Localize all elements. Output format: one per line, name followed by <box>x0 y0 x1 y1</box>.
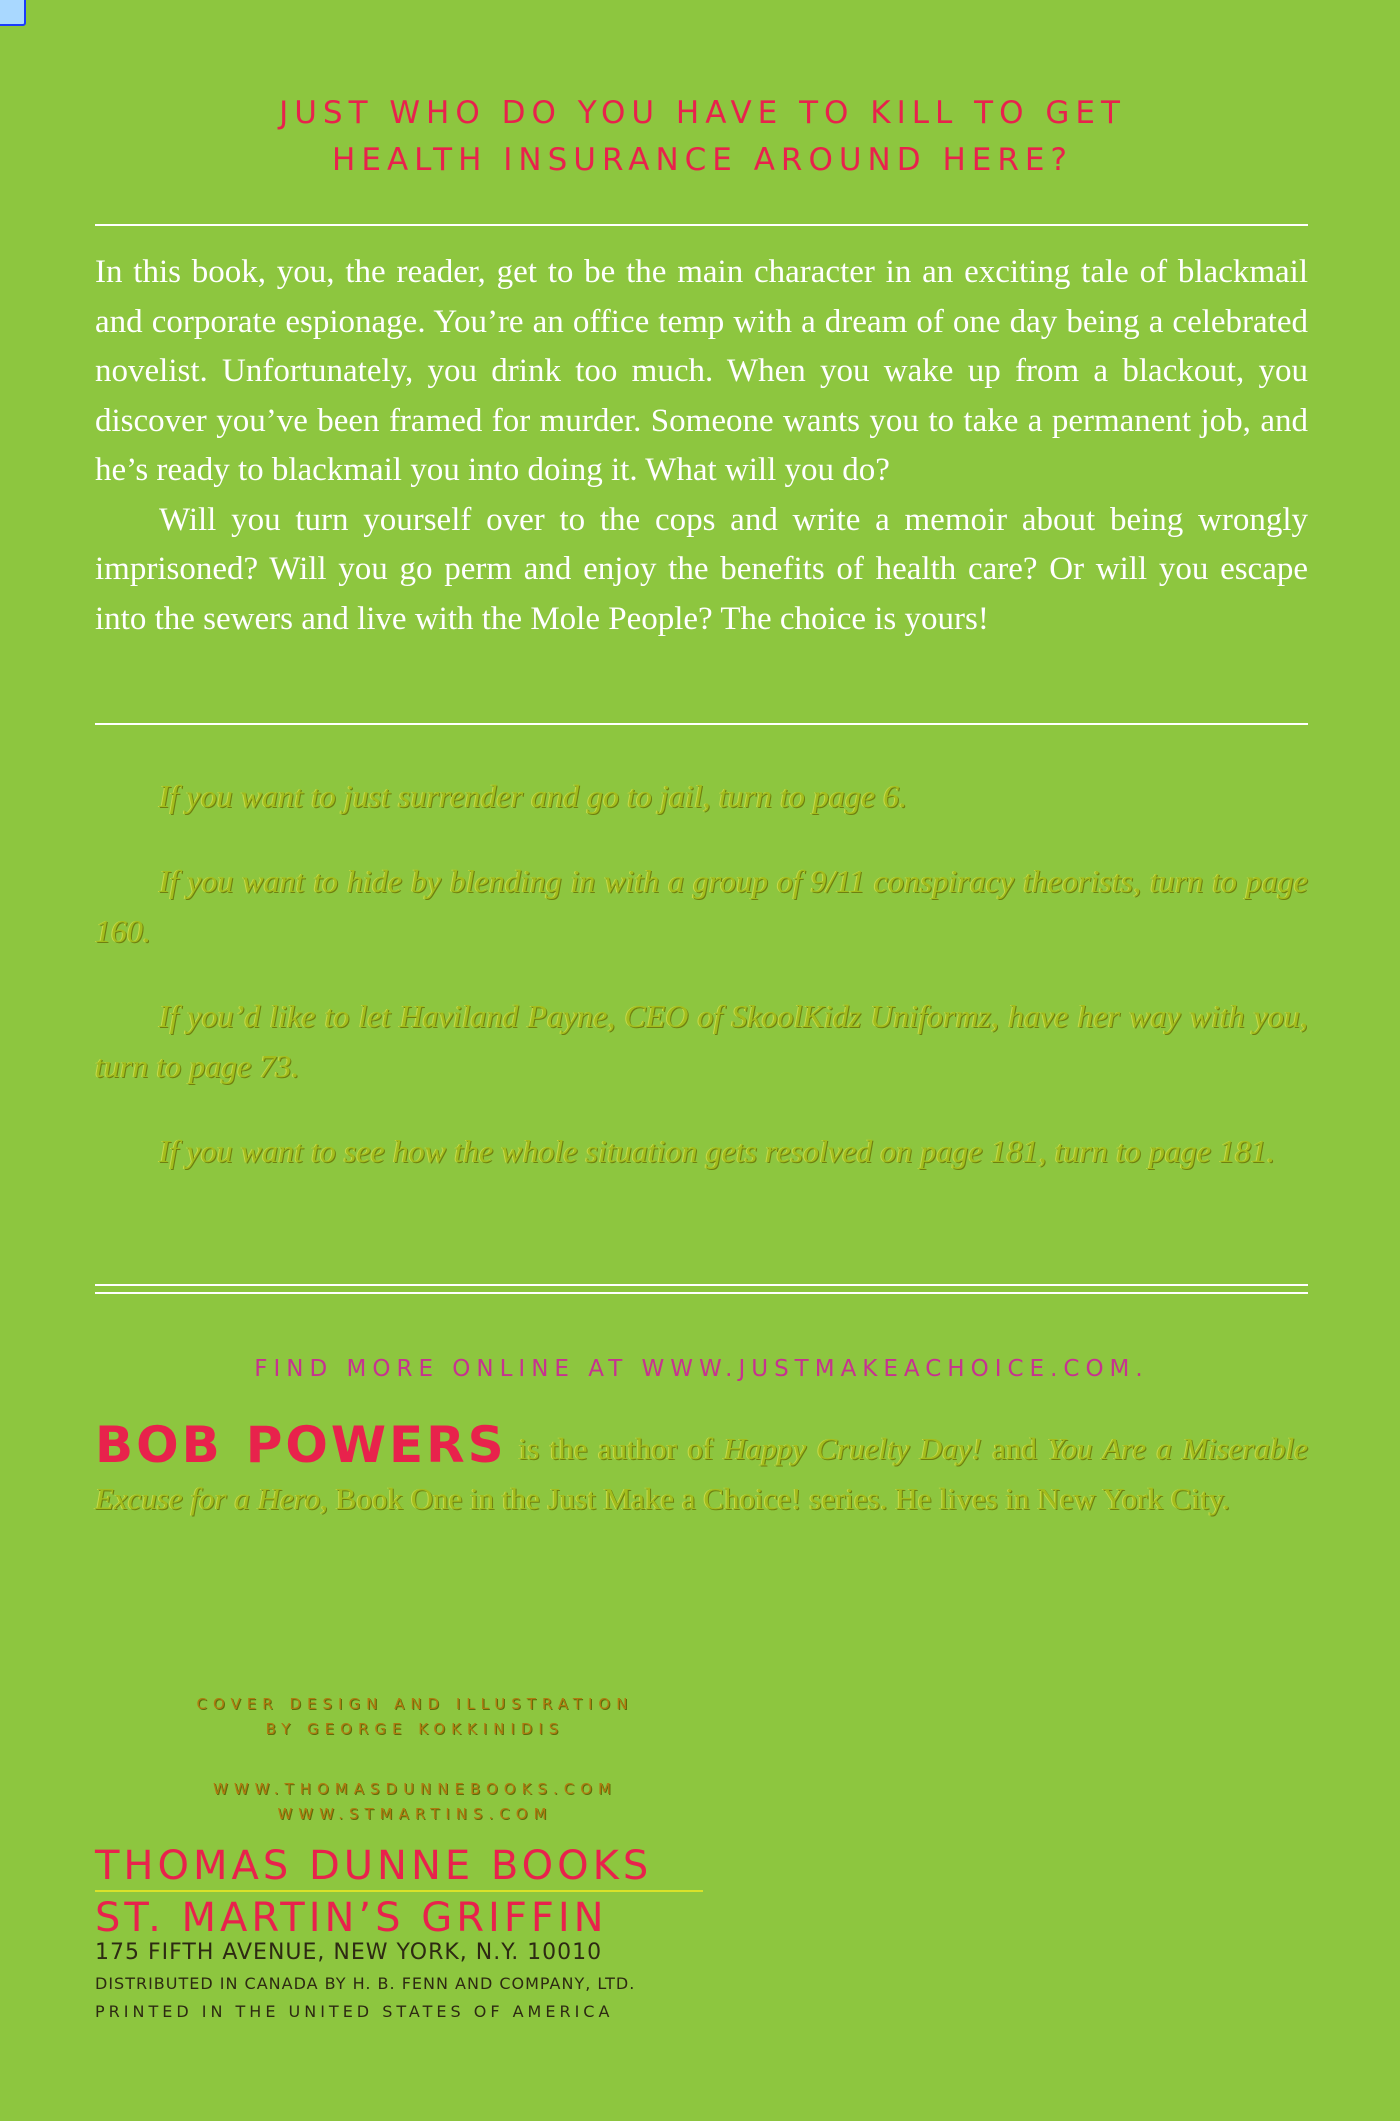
selection-handle-icon[interactable] <box>0 0 26 26</box>
web-credits <box>165 1777 665 1827</box>
choice-item: If you want to see how the whole situation gets resolved on page 181, turn to page 181. <box>159 1133 1276 1169</box>
choice-item: If you’d like to let Haviland Payne, CEO of SkoolKidz Uniformz, have her way with you, turn to page 73. <box>95 998 1308 1084</box>
divider-top <box>95 224 1308 226</box>
blurb-paragraph-2: Will you turn yourself over to the cops and write a memoir about being wrongly imprisoned? Will you go perm and enjoy the benefits of health care? Or will you escape into the sewers and live with the Mole People? The choice is yours! <box>95 501 1308 637</box>
headline-line-2: HEALTH INSURANCE AROUND HERE? <box>332 142 1073 178</box>
headline-line-1: JUST WHO DO YOU HAVE TO KILL TO GET <box>279 95 1126 131</box>
canada-distribution: DISTRIBUTED IN CANADA BY H. B. FENN AND COMPANY, LTD. <box>95 1974 636 1993</box>
bio-text-3: Book One in the Just Make a Choice! series. He lives in New York City. <box>328 1481 1231 1516</box>
web-link-stmartins: WWW.STMARTINS.COM <box>277 1805 553 1823</box>
imprint-thomas-dunne: THOMAS DUNNE BOOKS <box>95 1843 653 1889</box>
printed-in: PRINTED IN THE UNITED STATES OF AMERICA <box>95 2002 614 2021</box>
cover-credit <box>165 1692 665 1742</box>
headline <box>95 90 1310 184</box>
publisher-block <box>95 1843 705 1941</box>
publisher-address: 175 FIFTH AVENUE, NEW YORK, N.Y. 10010 <box>95 1940 603 1965</box>
divider-double-lower <box>95 1292 1308 1294</box>
imprint-separator <box>95 1890 703 1892</box>
bio-text-2: and <box>981 1431 1048 1466</box>
blurb-paragraph-1: In this book, you, the reader, get to be the main character in an exciting tale of blackmail and corporate espionage. You’re an office temp with a dream of one day being a celebrated novelist. Unfortunately, you drink too much. When you wake up from a blackout, you discover you’ve been framed for murder. Someone wants you to take a permanent job, and he’s ready to blackmail you into doing it. What will you do? <box>95 254 1308 488</box>
book-title-2: You Are a Miserable Excuse for a Hero, <box>95 1431 1308 1516</box>
author-bio <box>95 1416 1308 1524</box>
choices-list <box>95 771 1308 1211</box>
cover-credit-line-1: COVER DESIGN AND ILLUSTRATION <box>196 1695 634 1713</box>
choice-item: If you want to hide by blending in with a group of 9/11 conspiracy theorists, turn to page 160. <box>95 863 1308 949</box>
blurb <box>95 248 1308 644</box>
divider-double-upper <box>95 1284 1308 1286</box>
author-name: BOB POWERS <box>95 1416 507 1474</box>
divider-middle <box>95 723 1308 725</box>
book-title-1: Happy Cruelty Day! <box>723 1431 982 1466</box>
imprint-st-martins: ST. MARTIN’S GRIFFIN <box>95 1895 608 1941</box>
web-link-thomasdunne: WWW.THOMASDUNNEBOOKS.COM <box>213 1780 617 1798</box>
cover-credit-line-2: BY GEORGE KOKKINIDIS <box>265 1720 565 1738</box>
choice-item: If you want to just surrender and go to jail, turn to page 6. <box>159 778 908 814</box>
bio-text-1: is the author of <box>518 1431 724 1466</box>
website-callout: FIND MORE ONLINE AT WWW.JUSTMAKEACHOICE.COM. <box>254 1356 1149 1382</box>
